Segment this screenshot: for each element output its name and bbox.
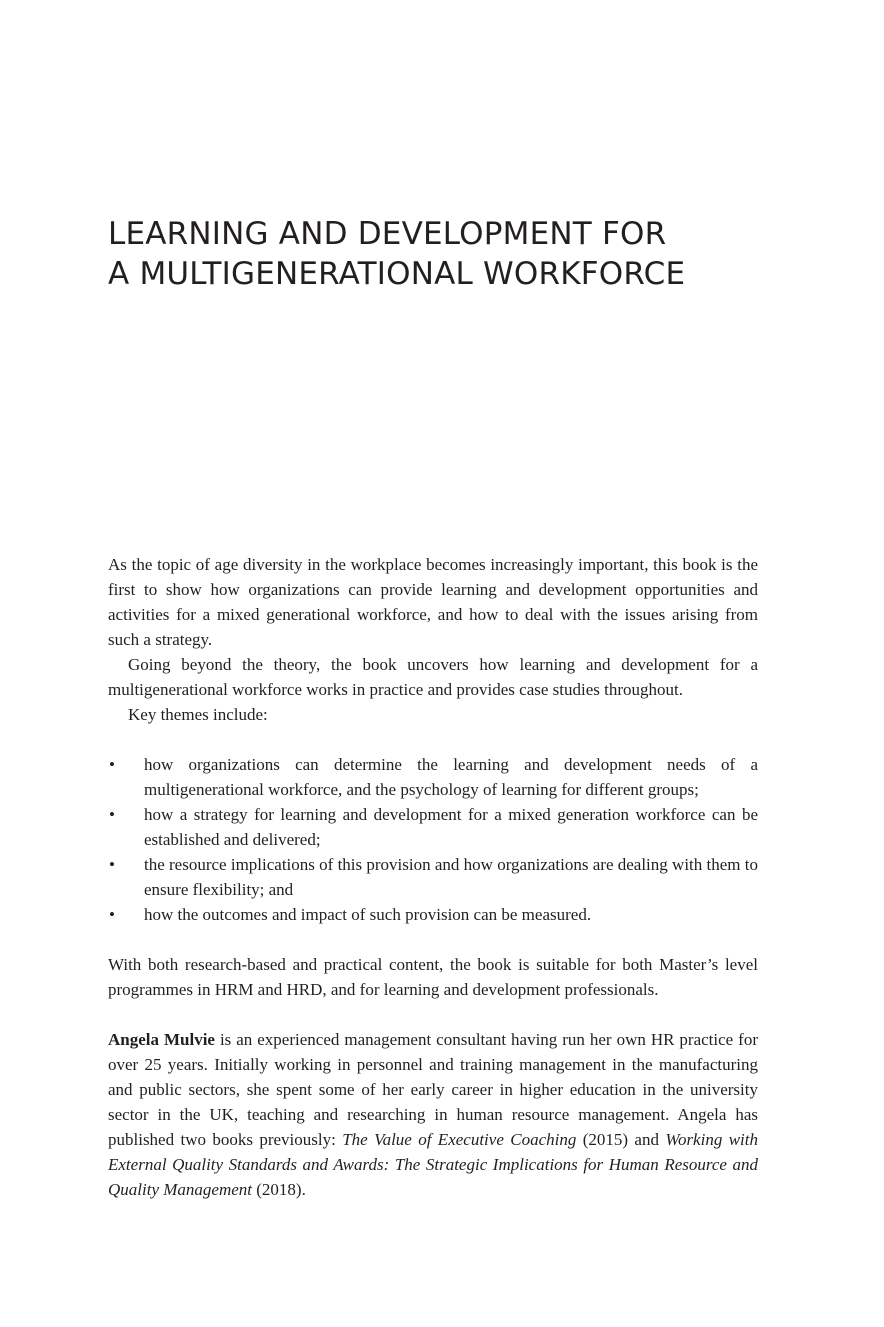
- list-item: [108, 752, 758, 802]
- list-item-text: how a strategy for learning and development for a mixed generation workforce can be established and delivered;: [144, 805, 758, 849]
- book-title-line-1: LEARNING AND DEVELOPMENT FOR: [108, 216, 667, 252]
- previous-book-title-1: The Value of Executive Coaching: [342, 1130, 577, 1149]
- author-bio-text-2: (2015) and: [576, 1130, 666, 1149]
- audience-paragraph: With both research-based and practical content, the book is suitable for both Master’s level programmes in HRM and HRD, and for learning and development professionals.: [108, 955, 758, 999]
- key-themes-lead: Key themes include:: [128, 705, 268, 724]
- intro-paragraph: As the topic of age diversity in the workplace becomes increasingly important, this book is the first to show how organizations can provide learning and development opportunities and activities for a mixed generational workforce, and how to deal with the issues arising from such a strategy.: [108, 555, 758, 649]
- list-item: [108, 902, 758, 927]
- bullet-icon: •: [109, 755, 115, 774]
- list-item-text: how organizations can determine the learning and development needs of a multigenerational workforce, and the psychology of learning for different groups;: [144, 755, 758, 799]
- book-title: [108, 214, 808, 294]
- author-bio-text-1: is an experienced management consultant having run her own HR practice for over 25 years. Initially working in personnel and training management in the manufacturing and public sectors, she spent some of her early career in higher education in the university sector in the UK, teaching and researching in human resource management. Angela has published two books previously:: [108, 1030, 758, 1149]
- author-bio: [108, 1027, 758, 1202]
- previous-book-title-2: Working with External Quality Standards and Awards: The Strategic Implications for Human Resource and Quality Management: [108, 1130, 758, 1199]
- bullet-icon: •: [109, 905, 115, 924]
- author-bio-text-3: (2018).: [252, 1180, 306, 1199]
- beyond-theory-paragraph: Going beyond the theory, the book uncovers how learning and development for a multigenerational workforce works in practice and provides case studies throughout.: [108, 655, 758, 699]
- list-item: [108, 852, 758, 902]
- book-blurb: [108, 552, 758, 1202]
- list-item-text: how the outcomes and impact of such provision can be measured.: [144, 905, 592, 924]
- author-name: Angela Mulvie: [108, 1030, 215, 1049]
- list-item: [108, 802, 758, 852]
- bullet-icon: •: [109, 805, 115, 824]
- bullet-icon: •: [109, 855, 115, 874]
- key-themes-list: [108, 752, 758, 927]
- book-title-line-2: A MULTIGENERATIONAL WORKFORCE: [108, 256, 686, 292]
- list-item-text: the resource implications of this provision and how organizations are dealing with them to ensure flexibility; and: [144, 855, 758, 899]
